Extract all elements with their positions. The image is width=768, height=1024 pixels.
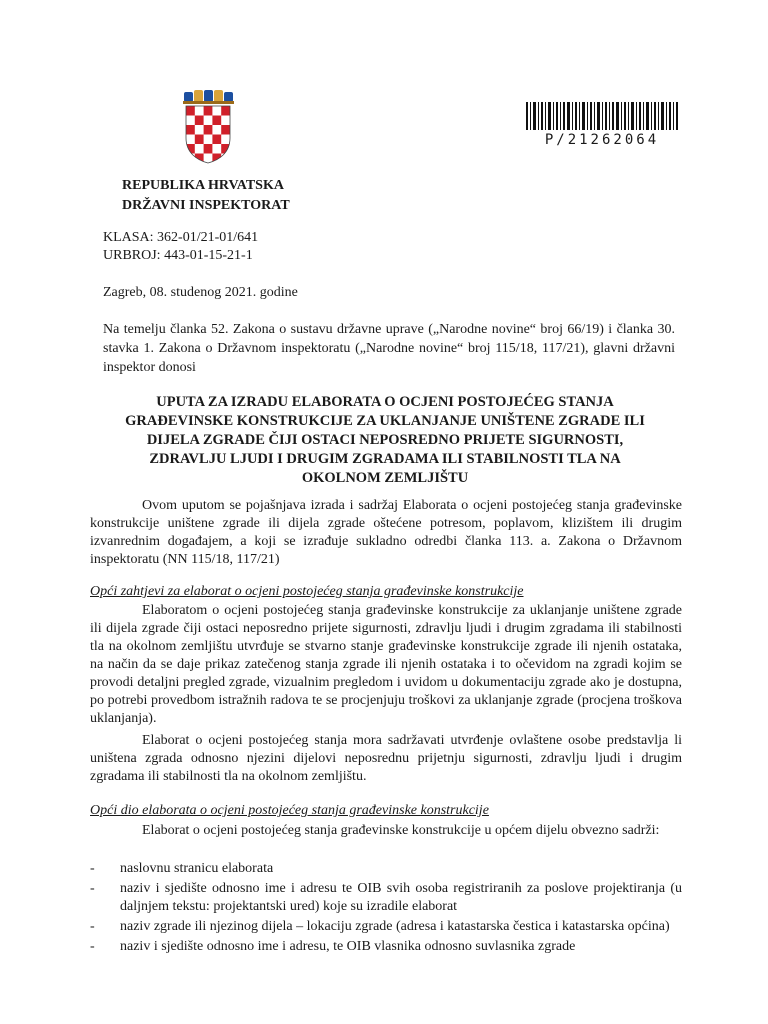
title-line: OKOLNOM ZEMLJIŠTU: [301, 470, 469, 486]
title-line: GRAĐEVINSKE KONSTRUKCIJE ZA UKLANJANJE UNIŠTENE ZGRADE ILI: [125, 413, 645, 429]
list-item: - naziv zgrade ili njezinog dijela – lokaciju zgrade (adresa i katastarska čestica i katastarska općina): [90, 919, 670, 934]
issuer-republic: REPUBLIKA HRVATSKA: [122, 178, 284, 193]
list-item: - naziv i sjedište odnosno ime i adresu te OIB svih osoba registriranih za poslove projektiranja (u daljnjem tekstu: projektantski ured) koje su izradile elaborat: [90, 881, 682, 914]
section2-body: [90, 822, 682, 840]
section2-paragraph: Elaborat o ocjeni postojećeg stanja građevinske konstrukcije u općem dijelu obvezno sadrži:: [142, 823, 660, 838]
section1-body: [90, 602, 682, 786]
barcode-number: P/21262064: [526, 130, 678, 150]
issuer-inspectorate: DRŽAVNI INSPEKTORAT: [122, 198, 290, 213]
document-title: [100, 393, 670, 488]
list-bullet: -: [90, 939, 95, 954]
list-bullet: -: [90, 861, 95, 876]
list-item: - naslovnu stranicu elaborata: [90, 861, 274, 876]
title-line: UPUTA ZA IZRADU ELABORATA O OCJENI POSTOJEĆEG STANJA: [156, 394, 614, 410]
preamble-paragraph: Ovom uputom se pojašnjava izrada i sadržaj Elaborata o ocjeni postojećeg stanja građevinske konstrukcije uništene zgrade ili dijela zgrade oštećene potresom, poplavom, klizištem ili drugim izvanrednim događajem, a koji se izrađuje sukladno odredbi članka 113. a. Zakona o Državnom inspektoratu (NN 115/18, 117/21): [90, 498, 682, 567]
list-bullet: -: [90, 919, 95, 934]
section1-paragraph: Elaboratom o ocjeni postojećeg stanja građevinske konstrukcije za uklanjanje uništene zgrade ili dijela zgrade čiji ostaci neposredno prijete sigurnosti, zdravlju ljudi i drugim zgradama ili stabilnosti tla na okolnom zemljištu utvrđuje se stvarno stanje građevinske konstrukcije zgrade ili njenih ostataka, na način da se daje prikaz zatečenog stanja zgrade ili njenih ostataka i to očevidom na zgradi kojim se provodi detaljni pregled zgrade, vizualnim pregledom i uvidom u dokumentaciju zgrade ako je dostupna, po potrebi provedbom istražnih radova te se procjenjuju troškovi za uklanjanje zgrade (procjena troškova uklanjanja).: [90, 603, 682, 726]
document-date: Zagreb, 08. studenog 2021. godine: [103, 285, 298, 300]
title-line: ZDRAVLJU LJUDI I DRUGIM ZGRADAMA ILI STABILNOSTI TLA NA: [149, 451, 621, 467]
urbroj-number: URBROJ: 443-01-15-21-1: [103, 248, 253, 263]
list-item: - naziv i sjedište odnosno ime i adresu, te OIB vlasnika odnosno suvlasnika zgrade: [90, 939, 576, 954]
section-heading-general-part: Opći dio elaborata o ocjeni postojećeg stanja građevinske konstrukcije: [90, 803, 489, 818]
section-heading-general-requirements: Opći zahtjevi za elaborat o ocjeni postojećeg stanja građevinske konstrukcije: [90, 584, 524, 599]
preamble-block: [90, 497, 682, 569]
title-line: DIJELA ZGRADE ČIJI OSTACI NEPOSREDNO PRIJETE SIGURNOSTI,: [146, 432, 624, 448]
coat-of-arms-icon: [178, 90, 238, 165]
reference-block: [103, 229, 258, 265]
contents-list: [90, 860, 682, 958]
issuer-header: [122, 176, 290, 216]
section1-paragraph: Elaborat o ocjeni postojećeg stanja mora sadržavati utvrđenje ovlaštene osobe predstavlja li uništena zgrada odnosno njezini dijelovi neposrednu prijetnju sigurnosti, zdravlju ljudi i drugim zgradama ili stabilnosti tla na okolnom zemljištu.: [90, 733, 682, 784]
list-bullet: -: [90, 881, 95, 896]
legal-basis-paragraph: Na temelju članka 52. Zakona o sustavu državne uprave („Narodne novine“ broj 66/19) i članka 30. stavka 1. Zakona o Državnom inspektoratu („Narodne novine“ broj 115/18, 117/21), glavni državni inspektor donosi: [103, 322, 675, 375]
klasa-number: KLASA: 362-01/21-01/641: [103, 230, 259, 245]
